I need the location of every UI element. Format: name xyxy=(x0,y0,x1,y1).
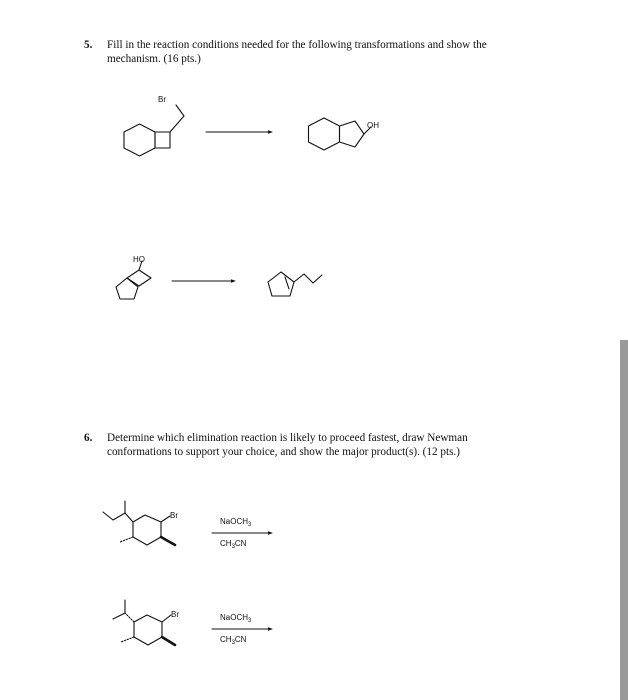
q5-r1-reactant xyxy=(124,105,184,156)
q6-r2-reagent: NaOCH$_3$ xyxy=(220,613,252,624)
q6-r1-reactant xyxy=(103,501,175,545)
q6-r2-reactant xyxy=(113,600,175,645)
bromo-bond xyxy=(161,516,170,522)
ring-double-bond xyxy=(285,277,289,289)
question-5-line-1: Fill in the reaction conditions needed for the following transformations and show the xyxy=(107,39,487,51)
cyclopentane-ring xyxy=(116,278,138,299)
q6-r1-reagent: NaOCH$_3$ xyxy=(220,517,252,528)
cyclobutane-ring xyxy=(155,132,170,148)
vertical-scrollbar[interactable] xyxy=(620,340,628,700)
side-chain xyxy=(281,272,322,283)
q6-r2-br-label: Br xyxy=(171,610,179,619)
question-6-number: 6. xyxy=(84,432,93,444)
question-6-line-1: Determine which elimination reaction is likely to proceed fastest, draw Newman xyxy=(107,432,468,444)
q6-r1-solvent: $CH_3CN$ xyxy=(220,539,247,550)
cyclohexane-ring xyxy=(309,118,340,150)
cyclopentane-ring xyxy=(340,121,365,147)
cyclohexane-ring-1 xyxy=(133,515,161,545)
q5-r1-arrow xyxy=(206,130,273,134)
q5-r2-arrow xyxy=(172,279,236,283)
ring-link xyxy=(125,513,133,522)
cyclohexane-ring-2 xyxy=(134,615,162,645)
bromo-bond xyxy=(162,615,171,622)
isopropyl-left xyxy=(113,613,125,619)
hash-bond xyxy=(121,637,134,642)
hash-bond xyxy=(120,537,133,542)
cyclohexane-ring xyxy=(124,124,155,156)
q5-r1-oh-label: OH xyxy=(367,121,379,130)
question-5-number: 5. xyxy=(84,39,93,51)
q5-r2-ho-label: HO xyxy=(133,255,145,264)
cyclobutane-ring xyxy=(127,270,151,286)
q6-r1-arrow xyxy=(212,531,273,534)
bromomethyl-chain xyxy=(170,105,184,132)
q5-r2-product xyxy=(268,272,322,296)
q5-r1-br-label: Br xyxy=(158,95,166,104)
q6-r1-br-label: Br xyxy=(170,511,178,520)
wedge-methyl xyxy=(161,537,175,545)
q5-r1-product xyxy=(309,118,372,150)
q5-r2-reactant xyxy=(116,261,151,299)
q6-r2-arrow xyxy=(212,627,273,630)
isopropyl-left xyxy=(103,512,125,520)
cyclopentene-ring xyxy=(268,272,294,296)
question-6-line-2: conformations to support your choice, and show the major product(s). (12 pts.) xyxy=(107,446,460,458)
question-5-line-2: mechanism. (16 pts.) xyxy=(107,53,201,65)
wedge-methyl xyxy=(162,637,175,645)
q6-r2-solvent: $CH_3CN$ xyxy=(220,635,247,646)
hash-isopropyl xyxy=(125,613,134,622)
